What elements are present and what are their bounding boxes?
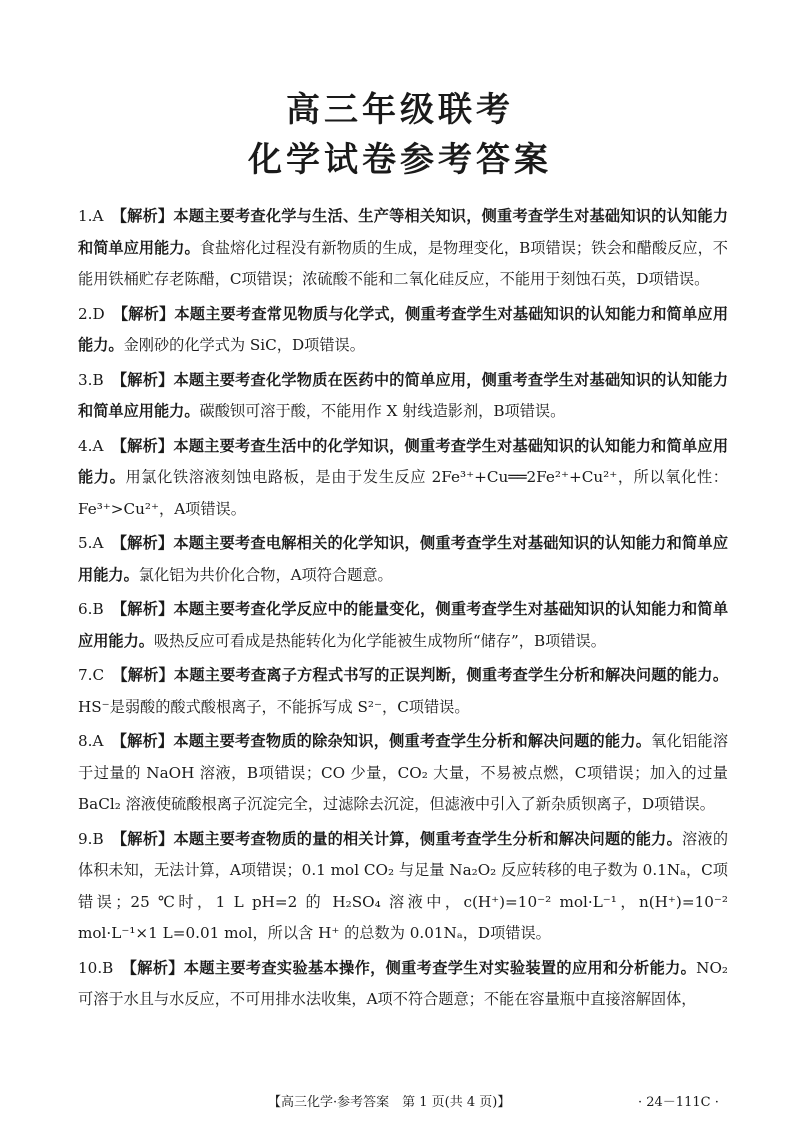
answer-item: [78, 201, 728, 296]
answer-analysis-heading: 【解析】本题主要考查化学与生活、生产等相关知识，侧重考查学生对基础知识的认知能力和简单应用能力。: [78, 207, 728, 257]
answer-analysis-heading: 【解析】本题主要考查化学反应中的能量变化，侧重考查学生对基础知识的认知能力和简单应用能力。: [78, 600, 728, 650]
answer-analysis-heading: 【解析】本题主要考查常见物质与化学式，侧重考查学生对基础知识的认知能力和简单应用能力。: [78, 304, 728, 354]
answer-number: 10.B: [78, 958, 114, 977]
answer-item: [78, 660, 728, 723]
answer-number: 1.A: [78, 207, 104, 225]
answer-number: 6.B: [78, 600, 104, 618]
answer-number: 9.B: [78, 829, 104, 848]
answer-item: [78, 299, 728, 362]
footer-page-info: 【高三化学·参考答案 第 1 页(共 4 页)】: [268, 1095, 511, 1110]
answer-analysis-heading: 【解析】本题主要考查实验基本操作，侧重考查学生对实验装置的应用和分析能力。: [121, 958, 697, 977]
answer-item: [78, 824, 728, 950]
answer-item: [78, 594, 728, 657]
page-subtitle: 化学试卷参考答案: [248, 140, 552, 180]
answer-number: 2.D: [78, 304, 105, 323]
answer-number: 7.C: [78, 666, 105, 684]
answer-analysis-body: 碳酸钡可溶于酸，不能用作 X 射线造影剂，B项错误。: [199, 402, 566, 420]
answer-item: [78, 528, 728, 591]
answer-number: 5.A: [78, 534, 104, 552]
answer-item: [78, 365, 728, 428]
answer-analysis-body: 用氯化铁溶液刻蚀电路板，是由于发生反应 2Fe³⁺+Cu══2Fe²⁺+Cu²⁺，所以氧化性：Fe³⁺>Cu²⁺，A项错误。: [78, 468, 728, 518]
answer-analysis-heading: 【解析】本题主要考查化学物质在医药中的简单应用，侧重考查学生对基础知识的认知能力和简单应用能力。: [78, 370, 728, 420]
answer-analysis-body: 金刚砂的化学式为 SiC，D项错误。: [123, 336, 365, 354]
answer-number: 8.A: [78, 732, 104, 750]
answer-analysis-body: 食盐熔化过程没有新物质的生成，是物理变化，B项错误；铁会和醋酸反应，不能用铁桶贮存老陈醋，C项错误；浓硫酸不能和二氧化硅反应，不能用于刻蚀石英，D项错误。: [78, 238, 728, 288]
answer-analysis-body: 吸热反应可看成是热能转化为化学能被生成物所“储存”，B项错误。: [153, 631, 606, 650]
footer-exam-code: · 24－111C ·: [638, 1095, 719, 1110]
answer-analysis-body: 溶液的体积未知，无法计算，A项错误；0.1 mol CO₂ 与足量 Na₂O₂ 反应转移的电子数为 0.1Nₐ，C项错误；25 ℃时，1 L pH=2 的 H₂SO₄ 溶液中，c(H⁺)=10⁻² mol·L⁻¹，n(H⁺)=10⁻² mol·L⁻¹×1 L=0.01 mol，所以含 H⁺ 的总数为 0.01Nₐ，D项错误。: [78, 829, 729, 942]
answer-item: [78, 726, 728, 821]
answer-analysis-heading: 【解析】本题主要考查物质的量的相关计算，侧重考查学生分析和解决问题的能力。: [111, 829, 682, 848]
answer-analysis-body: 氯化铝为共价化合物，A项符合题意。: [138, 565, 393, 584]
page-title: 高三年级联考: [286, 90, 514, 130]
answer-analysis-heading: 【解析】本题主要考查物质的除杂知识，侧重考查学生分析和解决问题的能力。: [111, 732, 652, 750]
answer-analysis-body: HS⁻是弱酸的酸式酸根离子，不能拆写成 S²⁻，C项错误。: [78, 697, 470, 716]
answer-number: 4.A: [78, 436, 104, 455]
answer-item: [78, 431, 728, 526]
answer-analysis-heading: 【解析】本题主要考查电解相关的化学知识，侧重考查学生对基础知识的认知能力和简单应用能力。: [78, 534, 728, 584]
answer-analysis-heading: 【解析】本题主要考查离子方程式书写的正误判断，侧重考查学生分析和解决问题的能力。: [112, 666, 728, 684]
answer-number: 3.B: [78, 370, 104, 389]
answer-analysis-heading: 【解析】本题主要考查生活中的化学知识，侧重考查学生对基础知识的认知能力和简单应用能力。: [78, 436, 728, 486]
answer-analysis-body: 氧化铝能溶于过量的 NaOH 溶液，B项错误；CO 少量，CO₂ 大量，不易被点燃，C项错误；加入的过量 BaCl₂ 溶液使硫酸根离子沉淀完全，过滤除去沉淀，但滤液中引入了新杂质钡离子，D项错误。: [78, 732, 729, 813]
answer-item: [78, 953, 728, 1016]
answer-list: [78, 201, 728, 1019]
answer-analysis-body: NO₂ 可溶于水且与水反应，不可用排水法收集，A项不符合题意；不能在容量瓶中直接溶解固体，: [78, 958, 728, 1008]
